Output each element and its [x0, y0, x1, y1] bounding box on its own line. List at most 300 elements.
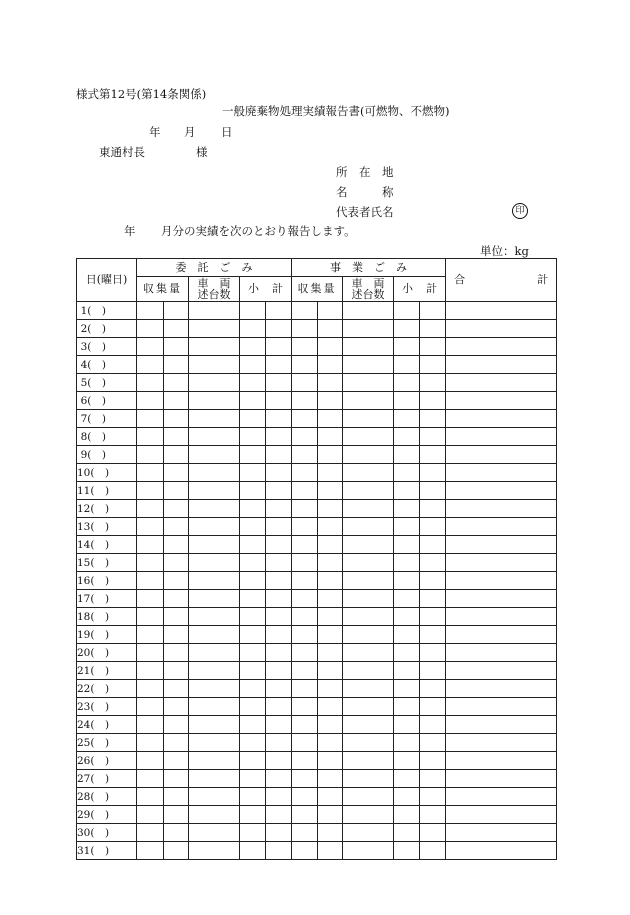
business-collected-b-cell[interactable] [318, 698, 343, 716]
consigned-subtotal-b-cell[interactable] [266, 374, 292, 392]
consigned-subtotal-b-cell[interactable] [266, 392, 292, 410]
consigned-collected-a-cell[interactable] [137, 428, 164, 446]
grand-total-cell[interactable] [446, 482, 557, 500]
consigned-collected-a-cell[interactable] [137, 608, 164, 626]
business-collected-a-cell[interactable] [292, 590, 318, 608]
consigned-collected-b-cell[interactable] [164, 428, 189, 446]
business-subtotal-b-cell[interactable] [420, 554, 446, 572]
consigned-subtotal-a-cell[interactable] [240, 824, 266, 842]
consigned-subtotal-a-cell[interactable] [240, 770, 266, 788]
business-subtotal-a-cell[interactable] [394, 374, 420, 392]
grand-total-cell[interactable] [446, 626, 557, 644]
business-collected-b-cell[interactable] [318, 806, 343, 824]
grand-total-cell[interactable] [446, 824, 557, 842]
consigned-subtotal-a-cell[interactable] [240, 320, 266, 338]
consigned-subtotal-b-cell[interactable] [266, 572, 292, 590]
business-subtotal-b-cell[interactable] [420, 716, 446, 734]
consigned-collected-b-cell[interactable] [164, 608, 189, 626]
business-subtotal-a-cell[interactable] [394, 788, 420, 806]
consigned-vehicles-cell[interactable] [189, 410, 240, 428]
business-vehicles-cell[interactable] [343, 662, 394, 680]
business-vehicles-cell[interactable] [343, 788, 394, 806]
business-collected-b-cell[interactable] [318, 734, 343, 752]
consigned-collected-b-cell[interactable] [164, 482, 189, 500]
business-subtotal-b-cell[interactable] [420, 536, 446, 554]
business-subtotal-b-cell[interactable] [420, 518, 446, 536]
consigned-collected-b-cell[interactable] [164, 302, 189, 320]
business-collected-a-cell[interactable] [292, 842, 318, 860]
business-subtotal-a-cell[interactable] [394, 824, 420, 842]
business-collected-b-cell[interactable] [318, 662, 343, 680]
grand-total-cell[interactable] [446, 356, 557, 374]
business-vehicles-cell[interactable] [343, 500, 394, 518]
grand-total-cell[interactable] [446, 680, 557, 698]
business-subtotal-b-cell[interactable] [420, 752, 446, 770]
business-subtotal-a-cell[interactable] [394, 734, 420, 752]
consigned-vehicles-cell[interactable] [189, 662, 240, 680]
business-vehicles-cell[interactable] [343, 842, 394, 860]
business-collected-b-cell[interactable] [318, 644, 343, 662]
consigned-subtotal-a-cell[interactable] [240, 446, 266, 464]
grand-total-cell[interactable] [446, 788, 557, 806]
business-subtotal-b-cell[interactable] [420, 392, 446, 410]
consigned-subtotal-b-cell[interactable] [266, 428, 292, 446]
consigned-subtotal-b-cell[interactable] [266, 770, 292, 788]
business-collected-b-cell[interactable] [318, 572, 343, 590]
business-subtotal-a-cell[interactable] [394, 554, 420, 572]
business-collected-a-cell[interactable] [292, 698, 318, 716]
business-vehicles-cell[interactable] [343, 590, 394, 608]
consigned-subtotal-b-cell[interactable] [266, 320, 292, 338]
business-subtotal-b-cell[interactable] [420, 338, 446, 356]
consigned-subtotal-b-cell[interactable] [266, 446, 292, 464]
business-subtotal-b-cell[interactable] [420, 734, 446, 752]
business-vehicles-cell[interactable] [343, 680, 394, 698]
business-collected-b-cell[interactable] [318, 680, 343, 698]
consigned-subtotal-a-cell[interactable] [240, 806, 266, 824]
consigned-vehicles-cell[interactable] [189, 554, 240, 572]
business-collected-a-cell[interactable] [292, 824, 318, 842]
consigned-subtotal-a-cell[interactable] [240, 392, 266, 410]
consigned-vehicles-cell[interactable] [189, 590, 240, 608]
business-vehicles-cell[interactable] [343, 698, 394, 716]
business-subtotal-a-cell[interactable] [394, 770, 420, 788]
business-collected-a-cell[interactable] [292, 752, 318, 770]
business-subtotal-a-cell[interactable] [394, 626, 420, 644]
business-subtotal-a-cell[interactable] [394, 446, 420, 464]
consigned-collected-a-cell[interactable] [137, 590, 164, 608]
grand-total-cell[interactable] [446, 698, 557, 716]
consigned-collected-a-cell[interactable] [137, 572, 164, 590]
business-subtotal-a-cell[interactable] [394, 482, 420, 500]
consigned-collected-b-cell[interactable] [164, 806, 189, 824]
consigned-collected-a-cell[interactable] [137, 626, 164, 644]
consigned-vehicles-cell[interactable] [189, 464, 240, 482]
consigned-collected-a-cell[interactable] [137, 320, 164, 338]
consigned-collected-b-cell[interactable] [164, 518, 189, 536]
grand-total-cell[interactable] [446, 716, 557, 734]
business-subtotal-a-cell[interactable] [394, 536, 420, 554]
business-collected-a-cell[interactable] [292, 554, 318, 572]
business-collected-a-cell[interactable] [292, 482, 318, 500]
business-vehicles-cell[interactable] [343, 374, 394, 392]
consigned-collected-a-cell[interactable] [137, 770, 164, 788]
grand-total-cell[interactable] [446, 500, 557, 518]
business-subtotal-b-cell[interactable] [420, 482, 446, 500]
consigned-collected-b-cell[interactable] [164, 320, 189, 338]
business-collected-b-cell[interactable] [318, 716, 343, 734]
business-collected-a-cell[interactable] [292, 446, 318, 464]
grand-total-cell[interactable] [446, 392, 557, 410]
consigned-subtotal-b-cell[interactable] [266, 806, 292, 824]
consigned-collected-b-cell[interactable] [164, 500, 189, 518]
consigned-subtotal-b-cell[interactable] [266, 464, 292, 482]
consigned-subtotal-b-cell[interactable] [266, 518, 292, 536]
consigned-subtotal-a-cell[interactable] [240, 716, 266, 734]
business-subtotal-a-cell[interactable] [394, 572, 420, 590]
consigned-collected-a-cell[interactable] [137, 446, 164, 464]
business-collected-b-cell[interactable] [318, 842, 343, 860]
consigned-subtotal-a-cell[interactable] [240, 572, 266, 590]
business-collected-a-cell[interactable] [292, 374, 318, 392]
consigned-vehicles-cell[interactable] [189, 824, 240, 842]
business-subtotal-b-cell[interactable] [420, 410, 446, 428]
business-subtotal-a-cell[interactable] [394, 302, 420, 320]
consigned-collected-b-cell[interactable] [164, 698, 189, 716]
consigned-vehicles-cell[interactable] [189, 788, 240, 806]
consigned-collected-b-cell[interactable] [164, 590, 189, 608]
business-subtotal-b-cell[interactable] [420, 446, 446, 464]
business-subtotal-b-cell[interactable] [420, 374, 446, 392]
consigned-subtotal-a-cell[interactable] [240, 752, 266, 770]
consigned-vehicles-cell[interactable] [189, 536, 240, 554]
business-subtotal-a-cell[interactable] [394, 752, 420, 770]
business-collected-a-cell[interactable] [292, 770, 318, 788]
consigned-collected-b-cell[interactable] [164, 734, 189, 752]
consigned-collected-a-cell[interactable] [137, 518, 164, 536]
grand-total-cell[interactable] [446, 554, 557, 572]
business-collected-a-cell[interactable] [292, 716, 318, 734]
grand-total-cell[interactable] [446, 302, 557, 320]
consigned-collected-b-cell[interactable] [164, 752, 189, 770]
consigned-vehicles-cell[interactable] [189, 572, 240, 590]
consigned-collected-b-cell[interactable] [164, 644, 189, 662]
business-vehicles-cell[interactable] [343, 608, 394, 626]
business-subtotal-a-cell[interactable] [394, 662, 420, 680]
business-collected-a-cell[interactable] [292, 356, 318, 374]
consigned-subtotal-b-cell[interactable] [266, 500, 292, 518]
consigned-subtotal-b-cell[interactable] [266, 716, 292, 734]
business-vehicles-cell[interactable] [343, 824, 394, 842]
business-collected-b-cell[interactable] [318, 554, 343, 572]
business-collected-b-cell[interactable] [318, 446, 343, 464]
consigned-vehicles-cell[interactable] [189, 392, 240, 410]
consigned-collected-b-cell[interactable] [164, 464, 189, 482]
consigned-collected-b-cell[interactable] [164, 410, 189, 428]
business-collected-a-cell[interactable] [292, 410, 318, 428]
business-subtotal-a-cell[interactable] [394, 590, 420, 608]
consigned-vehicles-cell[interactable] [189, 626, 240, 644]
business-collected-b-cell[interactable] [318, 608, 343, 626]
business-vehicles-cell[interactable] [343, 806, 394, 824]
business-collected-b-cell[interactable] [318, 590, 343, 608]
consigned-vehicles-cell[interactable] [189, 716, 240, 734]
consigned-subtotal-a-cell[interactable] [240, 698, 266, 716]
consigned-collected-a-cell[interactable] [137, 788, 164, 806]
grand-total-cell[interactable] [446, 608, 557, 626]
consigned-vehicles-cell[interactable] [189, 806, 240, 824]
consigned-collected-a-cell[interactable] [137, 662, 164, 680]
business-vehicles-cell[interactable] [343, 356, 394, 374]
business-subtotal-a-cell[interactable] [394, 608, 420, 626]
business-subtotal-a-cell[interactable] [394, 680, 420, 698]
consigned-vehicles-cell[interactable] [189, 752, 240, 770]
consigned-subtotal-a-cell[interactable] [240, 338, 266, 356]
consigned-subtotal-a-cell[interactable] [240, 734, 266, 752]
consigned-vehicles-cell[interactable] [189, 680, 240, 698]
business-subtotal-b-cell[interactable] [420, 500, 446, 518]
business-vehicles-cell[interactable] [343, 734, 394, 752]
grand-total-cell[interactable] [446, 662, 557, 680]
consigned-collected-b-cell[interactable] [164, 338, 189, 356]
consigned-collected-b-cell[interactable] [164, 536, 189, 554]
grand-total-cell[interactable] [446, 518, 557, 536]
consigned-collected-b-cell[interactable] [164, 824, 189, 842]
consigned-subtotal-a-cell[interactable] [240, 788, 266, 806]
consigned-subtotal-a-cell[interactable] [240, 302, 266, 320]
consigned-subtotal-a-cell[interactable] [240, 842, 266, 860]
consigned-vehicles-cell[interactable] [189, 374, 240, 392]
business-vehicles-cell[interactable] [343, 464, 394, 482]
business-vehicles-cell[interactable] [343, 446, 394, 464]
consigned-vehicles-cell[interactable] [189, 608, 240, 626]
grand-total-cell[interactable] [446, 842, 557, 860]
business-vehicles-cell[interactable] [343, 428, 394, 446]
grand-total-cell[interactable] [446, 590, 557, 608]
consigned-vehicles-cell[interactable] [189, 842, 240, 860]
business-subtotal-a-cell[interactable] [394, 842, 420, 860]
consigned-vehicles-cell[interactable] [189, 482, 240, 500]
consigned-subtotal-a-cell[interactable] [240, 680, 266, 698]
consigned-collected-b-cell[interactable] [164, 662, 189, 680]
business-subtotal-a-cell[interactable] [394, 806, 420, 824]
business-vehicles-cell[interactable] [343, 554, 394, 572]
business-collected-a-cell[interactable] [292, 734, 318, 752]
consigned-collected-a-cell[interactable] [137, 824, 164, 842]
consigned-collected-a-cell[interactable] [137, 698, 164, 716]
business-subtotal-b-cell[interactable] [420, 428, 446, 446]
consigned-subtotal-b-cell[interactable] [266, 302, 292, 320]
grand-total-cell[interactable] [446, 734, 557, 752]
business-subtotal-b-cell[interactable] [420, 806, 446, 824]
business-collected-b-cell[interactable] [318, 338, 343, 356]
consigned-subtotal-a-cell[interactable] [240, 482, 266, 500]
business-subtotal-b-cell[interactable] [420, 842, 446, 860]
consigned-collected-b-cell[interactable] [164, 356, 189, 374]
consigned-collected-a-cell[interactable] [137, 392, 164, 410]
business-collected-a-cell[interactable] [292, 662, 318, 680]
consigned-collected-a-cell[interactable] [137, 644, 164, 662]
business-subtotal-a-cell[interactable] [394, 464, 420, 482]
consigned-subtotal-b-cell[interactable] [266, 680, 292, 698]
consigned-collected-b-cell[interactable] [164, 446, 189, 464]
consigned-vehicles-cell[interactable] [189, 338, 240, 356]
consigned-collected-a-cell[interactable] [137, 338, 164, 356]
consigned-collected-b-cell[interactable] [164, 770, 189, 788]
consigned-subtotal-a-cell[interactable] [240, 536, 266, 554]
business-vehicles-cell[interactable] [343, 320, 394, 338]
consigned-collected-a-cell[interactable] [137, 806, 164, 824]
business-collected-b-cell[interactable] [318, 770, 343, 788]
business-subtotal-a-cell[interactable] [394, 392, 420, 410]
business-collected-a-cell[interactable] [292, 806, 318, 824]
grand-total-cell[interactable] [446, 428, 557, 446]
grand-total-cell[interactable] [446, 770, 557, 788]
grand-total-cell[interactable] [446, 338, 557, 356]
consigned-vehicles-cell[interactable] [189, 770, 240, 788]
consigned-collected-b-cell[interactable] [164, 788, 189, 806]
business-collected-b-cell[interactable] [318, 752, 343, 770]
consigned-subtotal-a-cell[interactable] [240, 554, 266, 572]
consigned-collected-a-cell[interactable] [137, 302, 164, 320]
grand-total-cell[interactable] [446, 374, 557, 392]
business-collected-b-cell[interactable] [318, 536, 343, 554]
consigned-collected-b-cell[interactable] [164, 392, 189, 410]
grand-total-cell[interactable] [446, 446, 557, 464]
consigned-vehicles-cell[interactable] [189, 302, 240, 320]
consigned-subtotal-b-cell[interactable] [266, 842, 292, 860]
consigned-collected-a-cell[interactable] [137, 356, 164, 374]
consigned-subtotal-b-cell[interactable] [266, 482, 292, 500]
consigned-subtotal-b-cell[interactable] [266, 698, 292, 716]
business-vehicles-cell[interactable] [343, 716, 394, 734]
consigned-vehicles-cell[interactable] [189, 644, 240, 662]
business-vehicles-cell[interactable] [343, 302, 394, 320]
consigned-collected-a-cell[interactable] [137, 752, 164, 770]
business-subtotal-a-cell[interactable] [394, 644, 420, 662]
business-collected-b-cell[interactable] [318, 374, 343, 392]
consigned-collected-a-cell[interactable] [137, 374, 164, 392]
consigned-subtotal-b-cell[interactable] [266, 734, 292, 752]
business-subtotal-a-cell[interactable] [394, 410, 420, 428]
consigned-subtotal-a-cell[interactable] [240, 644, 266, 662]
consigned-subtotal-b-cell[interactable] [266, 338, 292, 356]
business-vehicles-cell[interactable] [343, 392, 394, 410]
business-collected-b-cell[interactable] [318, 518, 343, 536]
consigned-subtotal-b-cell[interactable] [266, 626, 292, 644]
business-subtotal-b-cell[interactable] [420, 608, 446, 626]
consigned-vehicles-cell[interactable] [189, 320, 240, 338]
consigned-collected-b-cell[interactable] [164, 572, 189, 590]
business-subtotal-a-cell[interactable] [394, 356, 420, 374]
consigned-subtotal-a-cell[interactable] [240, 356, 266, 374]
business-collected-a-cell[interactable] [292, 392, 318, 410]
business-collected-b-cell[interactable] [318, 482, 343, 500]
business-vehicles-cell[interactable] [343, 770, 394, 788]
business-subtotal-b-cell[interactable] [420, 626, 446, 644]
business-collected-b-cell[interactable] [318, 626, 343, 644]
business-subtotal-b-cell[interactable] [420, 788, 446, 806]
business-subtotal-a-cell[interactable] [394, 338, 420, 356]
grand-total-cell[interactable] [446, 410, 557, 428]
consigned-subtotal-b-cell[interactable] [266, 536, 292, 554]
grand-total-cell[interactable] [446, 752, 557, 770]
consigned-vehicles-cell[interactable] [189, 518, 240, 536]
consigned-collected-a-cell[interactable] [137, 500, 164, 518]
consigned-collected-a-cell[interactable] [137, 842, 164, 860]
business-subtotal-a-cell[interactable] [394, 428, 420, 446]
consigned-subtotal-b-cell[interactable] [266, 662, 292, 680]
consigned-subtotal-a-cell[interactable] [240, 608, 266, 626]
consigned-subtotal-b-cell[interactable] [266, 644, 292, 662]
business-collected-a-cell[interactable] [292, 518, 318, 536]
consigned-collected-b-cell[interactable] [164, 680, 189, 698]
business-vehicles-cell[interactable] [343, 572, 394, 590]
consigned-subtotal-a-cell[interactable] [240, 500, 266, 518]
consigned-subtotal-b-cell[interactable] [266, 410, 292, 428]
consigned-collected-b-cell[interactable] [164, 374, 189, 392]
consigned-vehicles-cell[interactable] [189, 446, 240, 464]
consigned-subtotal-a-cell[interactable] [240, 590, 266, 608]
consigned-subtotal-b-cell[interactable] [266, 608, 292, 626]
consigned-subtotal-a-cell[interactable] [240, 374, 266, 392]
consigned-subtotal-a-cell[interactable] [240, 626, 266, 644]
business-vehicles-cell[interactable] [343, 626, 394, 644]
consigned-subtotal-a-cell[interactable] [240, 428, 266, 446]
business-vehicles-cell[interactable] [343, 752, 394, 770]
business-subtotal-b-cell[interactable] [420, 464, 446, 482]
business-vehicles-cell[interactable] [343, 410, 394, 428]
consigned-collected-a-cell[interactable] [137, 536, 164, 554]
business-collected-a-cell[interactable] [292, 644, 318, 662]
business-subtotal-b-cell[interactable] [420, 644, 446, 662]
business-collected-b-cell[interactable] [318, 824, 343, 842]
grand-total-cell[interactable] [446, 644, 557, 662]
consigned-collected-b-cell[interactable] [164, 626, 189, 644]
consigned-subtotal-a-cell[interactable] [240, 464, 266, 482]
consigned-subtotal-b-cell[interactable] [266, 590, 292, 608]
business-subtotal-b-cell[interactable] [420, 356, 446, 374]
business-subtotal-b-cell[interactable] [420, 662, 446, 680]
consigned-collected-b-cell[interactable] [164, 716, 189, 734]
business-subtotal-b-cell[interactable] [420, 824, 446, 842]
consigned-subtotal-b-cell[interactable] [266, 752, 292, 770]
consigned-subtotal-b-cell[interactable] [266, 554, 292, 572]
business-collected-b-cell[interactable] [318, 302, 343, 320]
business-collected-a-cell[interactable] [292, 302, 318, 320]
grand-total-cell[interactable] [446, 320, 557, 338]
consigned-collected-b-cell[interactable] [164, 554, 189, 572]
business-collected-a-cell[interactable] [292, 320, 318, 338]
consigned-vehicles-cell[interactable] [189, 500, 240, 518]
business-collected-b-cell[interactable] [318, 410, 343, 428]
business-collected-a-cell[interactable] [292, 680, 318, 698]
consigned-vehicles-cell[interactable] [189, 734, 240, 752]
consigned-collected-a-cell[interactable] [137, 554, 164, 572]
consigned-subtotal-b-cell[interactable] [266, 788, 292, 806]
business-collected-b-cell[interactable] [318, 788, 343, 806]
business-subtotal-a-cell[interactable] [394, 698, 420, 716]
business-collected-a-cell[interactable] [292, 788, 318, 806]
consigned-subtotal-b-cell[interactable] [266, 356, 292, 374]
consigned-collected-a-cell[interactable] [137, 734, 164, 752]
business-collected-a-cell[interactable] [292, 464, 318, 482]
business-vehicles-cell[interactable] [343, 644, 394, 662]
consigned-collected-a-cell[interactable] [137, 716, 164, 734]
business-subtotal-a-cell[interactable] [394, 500, 420, 518]
business-subtotal-a-cell[interactable] [394, 320, 420, 338]
consigned-collected-a-cell[interactable] [137, 410, 164, 428]
